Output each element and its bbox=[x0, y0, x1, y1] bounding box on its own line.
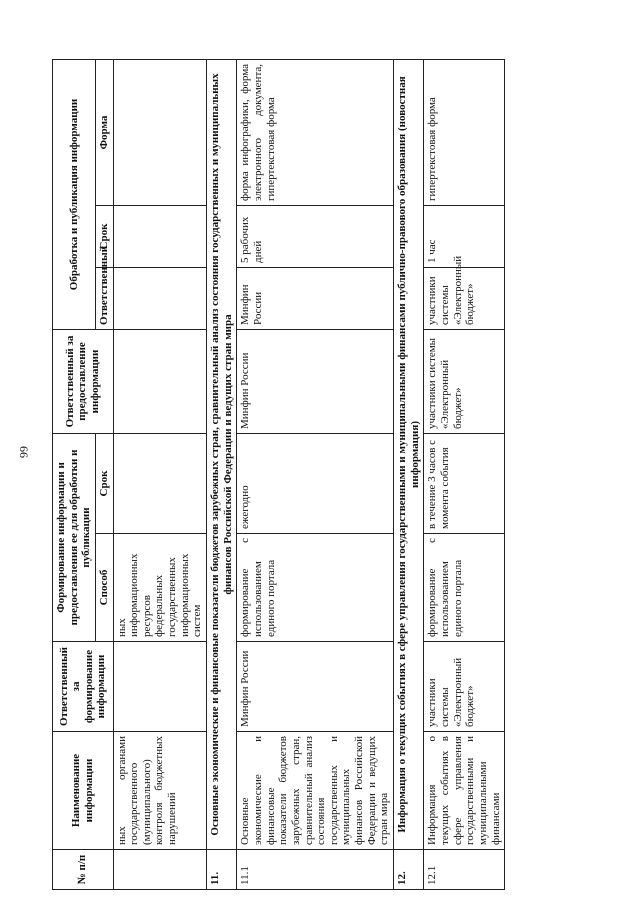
cell-num bbox=[113, 850, 206, 890]
cell-responsible-providing: Минфин России bbox=[237, 329, 394, 433]
cell-processing-term: 5 рабочих дней bbox=[237, 205, 394, 267]
cell-num: 11.1 bbox=[237, 850, 394, 890]
cell-form bbox=[113, 59, 206, 205]
section-row bbox=[207, 59, 237, 889]
section-title: Информация о текущих событиях в сфере управления государственными и муниципальными финансами публично-правового образования (новостная информация) bbox=[394, 59, 424, 849]
header-method: Способ bbox=[95, 534, 113, 642]
section-title: Основные экономические и финансовые показатели бюджетов зарубежных стран, сравнительный анализ состояния государственных и муниципальных финансов Российской Федерации и ведущих стран мира bbox=[207, 59, 237, 849]
section-num: 11. bbox=[207, 850, 237, 890]
cell-name: Информация о текущих событиях в сфере управления государственными и муниципальными финансами bbox=[424, 732, 505, 850]
rotated-table-container bbox=[52, 60, 612, 890]
cell-responsible-providing bbox=[113, 329, 206, 433]
cell-responsible bbox=[113, 267, 206, 329]
cell-term bbox=[113, 433, 206, 533]
header-term: Срок bbox=[95, 433, 113, 533]
header-responsible-providing: Ответственный за предоставление информации bbox=[53, 329, 114, 433]
cell-name: Основные экономические и финансовые показатели бюджетов зарубежных стран, сравнительный анализ состояния государственных и муниципальных финансов Российской Федерации и ведущих стран мира bbox=[237, 732, 394, 850]
section-num: 12. bbox=[394, 850, 424, 890]
table-row bbox=[424, 59, 505, 889]
section-row bbox=[394, 59, 424, 889]
cell-method: формирование с использованием единого портала bbox=[424, 534, 505, 642]
cell-responsible-forming: Минфин России bbox=[237, 642, 394, 732]
cell-form: форма инфографики, форма электронного документа, гипертекстовая форма bbox=[237, 59, 394, 205]
cell-responsible-forming bbox=[113, 642, 206, 732]
cell-processing-term: 1 час bbox=[424, 205, 505, 267]
header-name: Наименование информации bbox=[53, 732, 114, 850]
table-header bbox=[53, 59, 114, 889]
header-form: Форма bbox=[95, 59, 113, 205]
cell-term: в течение 3 часов с момента события bbox=[424, 433, 505, 533]
header-processing-term: Срок bbox=[95, 205, 113, 267]
header-responsible: Ответственный bbox=[95, 267, 113, 329]
header-forming-group: Формирование информации и предоставления ее для обработки и публикации bbox=[53, 433, 96, 641]
header-processing-group: Обработка и публикация информации bbox=[53, 59, 96, 329]
page-number: 66 bbox=[17, 446, 31, 458]
cell-method: формирование с использованием единого портала bbox=[237, 534, 394, 642]
information-table bbox=[52, 59, 505, 890]
table-row bbox=[237, 59, 394, 889]
table-row bbox=[113, 59, 206, 889]
cell-form: гипертекстовая форма bbox=[424, 59, 505, 205]
cell-method: ных информационных ресурсов федеральных государственных информационных систем bbox=[113, 534, 206, 642]
header-num: № п/п bbox=[53, 850, 114, 890]
header-responsible-forming: Ответственный за формирование информации bbox=[53, 642, 114, 732]
cell-term: ежегодно bbox=[237, 433, 394, 533]
cell-responsible-forming: участники системы «Электронный бюджет» bbox=[424, 642, 505, 732]
cell-processing-term bbox=[113, 205, 206, 267]
cell-responsible: участники системы «Электронный бюджет» bbox=[424, 267, 505, 329]
cell-responsible-providing: участники системы «Электронный бюджет» bbox=[424, 329, 505, 433]
cell-num: 12.1 bbox=[424, 850, 505, 890]
cell-name: ных органами государственного (муниципального) контроля бюджетных нарушений bbox=[113, 732, 206, 850]
cell-responsible: Минфин России bbox=[237, 267, 394, 329]
